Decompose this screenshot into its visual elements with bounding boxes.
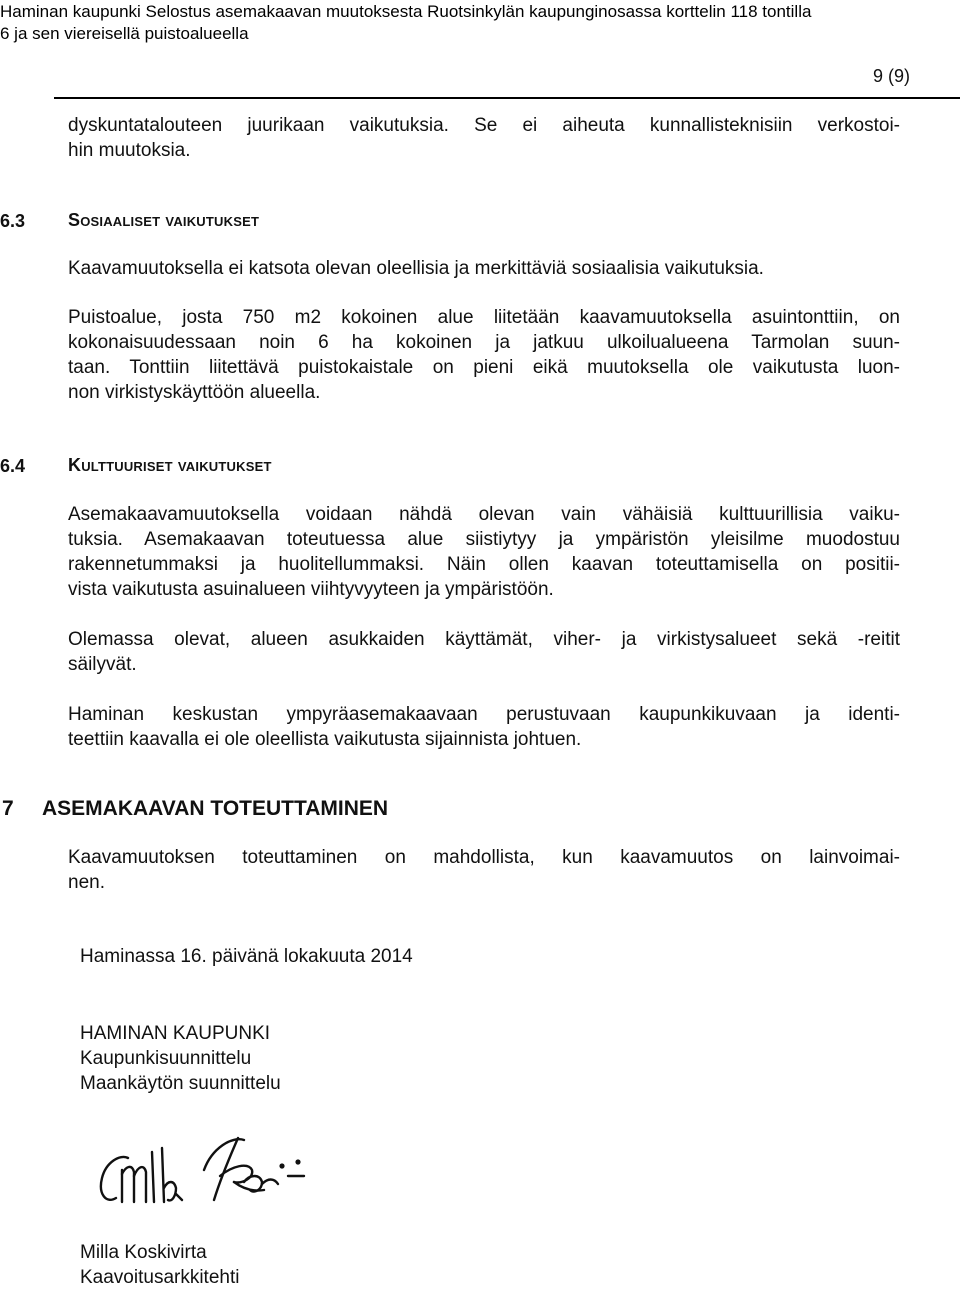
intro-paragraph [68, 113, 900, 163]
place-date-text: Haminassa 16. päivänä lokakuuta 2014 [80, 946, 413, 967]
page-number: 9 (9) [872, 66, 910, 86]
section-6-4-paragraph-3 [68, 702, 900, 752]
text-line: teettiin kaavalla ei ole oleellista vaikutusta sijainnista johtuen. [68, 729, 582, 750]
text-line: vista vaikutusta asuinalueen viihtyvyyteen ja ympäristöön. [68, 579, 554, 600]
section-6-4-title: Kulttuuriset vaikutukset [68, 455, 272, 475]
signatory-title: Kaavoitusarkkitehti [80, 1267, 240, 1288]
section-6-3-number: 6.3 [0, 211, 26, 231]
handwritten-signature [92, 1118, 342, 1218]
section-6-4-paragraph-1 [68, 502, 900, 602]
unit-name: Maankäytön suunnittelu [80, 1073, 281, 1094]
section-6-4-number: 6.4 [0, 456, 26, 476]
text-line: säilyvät. [68, 654, 137, 675]
organisation-block [80, 1021, 281, 1096]
section-6-3-paragraph-2 [68, 305, 900, 405]
text-line: hin muutoksia. [68, 140, 191, 161]
text-line: tuksia. Asemakaavan toteutuessa alue siistiytyy ja ympäristön yleisilme muodostuu [68, 529, 900, 550]
text-line: kokonaisuudessaan noin 6 ha kokoinen ja jatkuu ulkoilualueena Tarmolan suun- [68, 332, 900, 353]
text-line: rakennetummaksi ja huolitellummaksi. Näin ollen kaavan toteuttamisella on positii- [68, 554, 900, 575]
section-7-title: ASEMAKAAVAN TOTEUTTAMINEN [42, 797, 389, 820]
signatory-name: Milla Koskivirta [80, 1242, 207, 1263]
text-line: nen. [68, 872, 105, 893]
document-header-line-1: Haminan kaupunki Selostus asemakaavan muutoksesta Ruotsinkylän kaupunginosassa korttelin 118 tontilla [0, 2, 812, 21]
department-name: Kaupunkisuunnittelu [80, 1048, 252, 1069]
text-line: Olemassa olevat, alueen asukkaiden käyttämät, viher- ja virkistysalueet sekä -reitit [68, 629, 900, 650]
text-line: non virkistyskäyttöön alueella. [68, 382, 321, 403]
text-line: Haminan keskustan ympyräasemakaavaan perustuvaan kaupunkikuvaan ja identi- [68, 704, 900, 725]
text-line: Puistoalue, josta 750 m2 kokoinen alue liitetään kaavamuutoksella asuintonttiin, on [68, 307, 900, 328]
organisation-name: HAMINAN KAUPUNKI [80, 1023, 271, 1044]
text-line: Kaavamuutoksella ei katsota olevan oleellisia ja merkittäviä sosiaalisia vaikutuksia. [68, 258, 764, 279]
section-6-3-paragraph-1 [68, 256, 900, 281]
text-line: taan. Tonttiin liitettävä puistokaistale on pieni eikä muutoksella ole vaikutusta luon- [68, 357, 900, 378]
place-and-date [80, 944, 413, 969]
section-7-paragraph-1 [68, 845, 900, 895]
header-divider [54, 97, 960, 99]
signatory-block [80, 1240, 239, 1290]
section-6-3-title: Sosiaaliset vaikutukset [68, 210, 260, 230]
text-line: Kaavamuutoksen toteuttaminen on mahdollista, kun kaavamuutos on lainvoimai- [68, 847, 900, 868]
text-line: Asemakaavamuutoksella voidaan nähdä olevan vain vähäisiä kulttuurillisia vaiku- [68, 504, 900, 525]
document-header-line-2: 6 ja sen viereisellä puistoalueella [0, 24, 249, 43]
section-7-number: 7 [2, 797, 14, 820]
text-line: dyskuntatalouteen juurikaan vaikutuksia. Se ei aiheuta kunnallisteknisiin verkostoi- [68, 115, 900, 136]
section-6-4-paragraph-2 [68, 627, 900, 677]
